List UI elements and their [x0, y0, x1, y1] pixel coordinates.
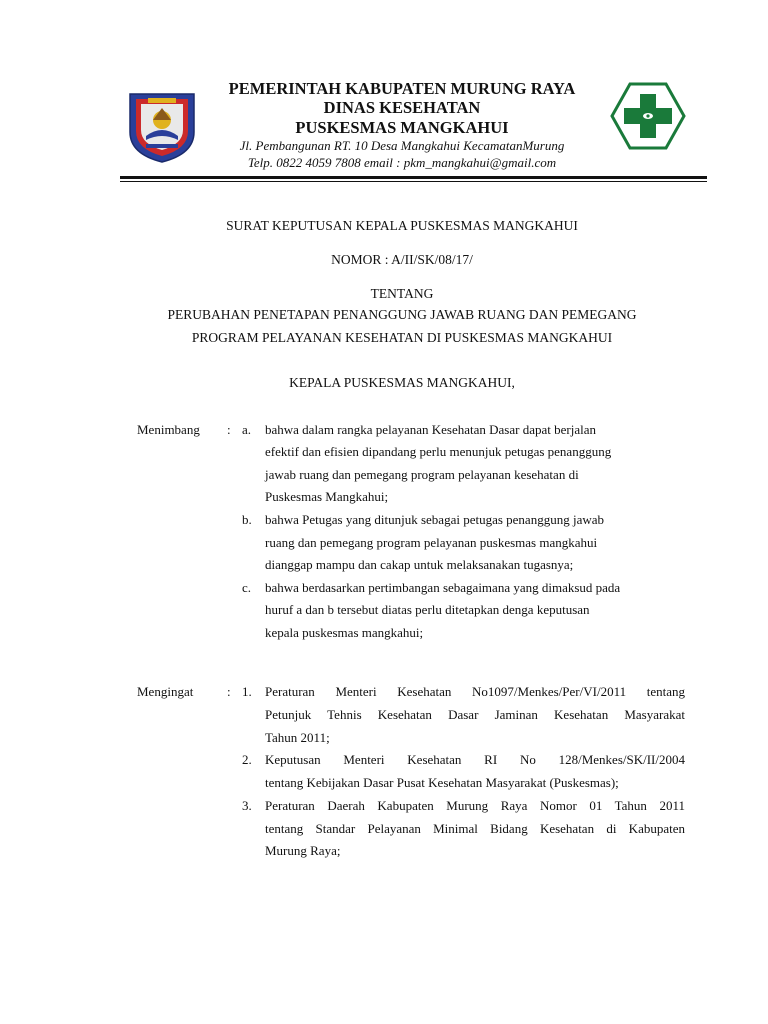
mengingat-3-line: Murung Raya; — [265, 843, 341, 858]
decree-number: NOMOR : A/II/SK/08/17/ — [331, 252, 473, 267]
decree-tentang: TENTANG — [370, 286, 434, 301]
menimbang-b-line: dianggap mampu dan cakap untuk melaksanakan tugasnya; — [265, 557, 574, 572]
mengingat-1-line: Tahun 2011; — [265, 730, 330, 745]
letterhead-rule-thick — [120, 176, 707, 179]
menimbang-item-marker: c. — [242, 580, 252, 595]
letterhead-contact: Telp. 0822 4059 7808 email : pkm_mangkahui@gmail.com — [247, 155, 557, 170]
menimbang-a-line: jawab ruang dan pemegang program pelayanan kesehatan di — [265, 467, 579, 482]
menimbang-label: Menimbang — [137, 422, 200, 437]
mengingat-1-line: Peraturan Menteri Kesehatan No1097/Menkes/Per/VI/2011 tentang — [265, 684, 685, 699]
menimbang-a-line: bahwa dalam rangka pelayanan Kesehatan Dasar dapat berjalan — [265, 422, 596, 437]
menimbang-a-line: Puskesmas Mangkahui; — [265, 489, 389, 504]
menimbang-c-line: bahwa berdasarkan pertimbangan sebagaimana yang dimaksud pada — [265, 580, 621, 595]
decree-heading: SURAT KEPUTUSAN KEPALA PUSKESMAS MANGKAHUI — [226, 218, 578, 233]
mengingat-3-line: Peraturan Daerah Kabupaten Murung Raya Nomor 01 Tahun 2011 — [265, 798, 685, 813]
mengingat-item-marker: 3. — [242, 798, 252, 813]
mengingat-label: Mengingat — [137, 684, 194, 699]
menimbang-c-line: huruf a dan b tersebut diatas perlu ditetapkan denga keputusan — [265, 602, 590, 617]
mengingat-3-line: tentang Standar Pelayanan Minimal Bidang Kesehatan di Kabupaten — [265, 821, 685, 836]
menimbang-colon: : — [227, 422, 231, 437]
letterhead-address: Jl. Pembangunan RT. 10 Desa Mangkahui KecamatanMurung — [239, 138, 565, 153]
mengingat-2-line: Keputusan Menteri Kesehatan RI No 128/Menkes/SK/II/2004 — [265, 752, 685, 767]
puskesmas-cross-logo — [610, 82, 686, 150]
decree-official: KEPALA PUSKESMAS MANGKAHUI, — [289, 375, 515, 390]
mengingat-2-line: tentang Kebijakan Dasar Pusat Kesehatan Masyarakat (Puskesmas); — [265, 775, 619, 790]
letterhead-line-puskesmas: PUSKESMAS MANGKAHUI — [295, 118, 509, 137]
letterhead-line-government: PEMERINTAH KABUPATEN MURUNG RAYA — [228, 79, 576, 98]
mengingat-colon: : — [227, 684, 231, 699]
menimbang-c-line: kepala puskesmas mangkahui; — [265, 625, 424, 640]
decree-subject-line-1: PERUBAHAN PENETAPAN PENANGGUNG JAWAB RUANG DAN PEMEGANG — [167, 307, 637, 322]
menimbang-b-line: bahwa Petugas yang ditunjuk sebagai petugas penanggung jawab — [265, 512, 604, 527]
letterhead-line-dinas: DINAS KESEHATAN — [323, 98, 481, 117]
menimbang-item-marker: b. — [242, 512, 252, 527]
mengingat-1-line: Petunjuk Tehnis Kesehatan Dasar Jaminan Kesehatan Masyarakat — [265, 707, 685, 722]
menimbang-b-line: ruang dan pemegang program pelayanan puskesmas mangkahui — [265, 535, 598, 550]
decree-subject-line-2: PROGRAM PELAYANAN KESEHATAN DI PUSKESMAS MANGKAHUI — [191, 330, 613, 345]
menimbang-a-line: efektif dan efisien dipandang perlu menunjuk petugas penanggung — [265, 444, 612, 459]
letterhead-rule-thin — [120, 181, 707, 182]
mengingat-item-marker: 1. — [242, 684, 252, 699]
mengingat-item-marker: 2. — [242, 752, 252, 767]
menimbang-item-marker: a. — [242, 422, 252, 437]
